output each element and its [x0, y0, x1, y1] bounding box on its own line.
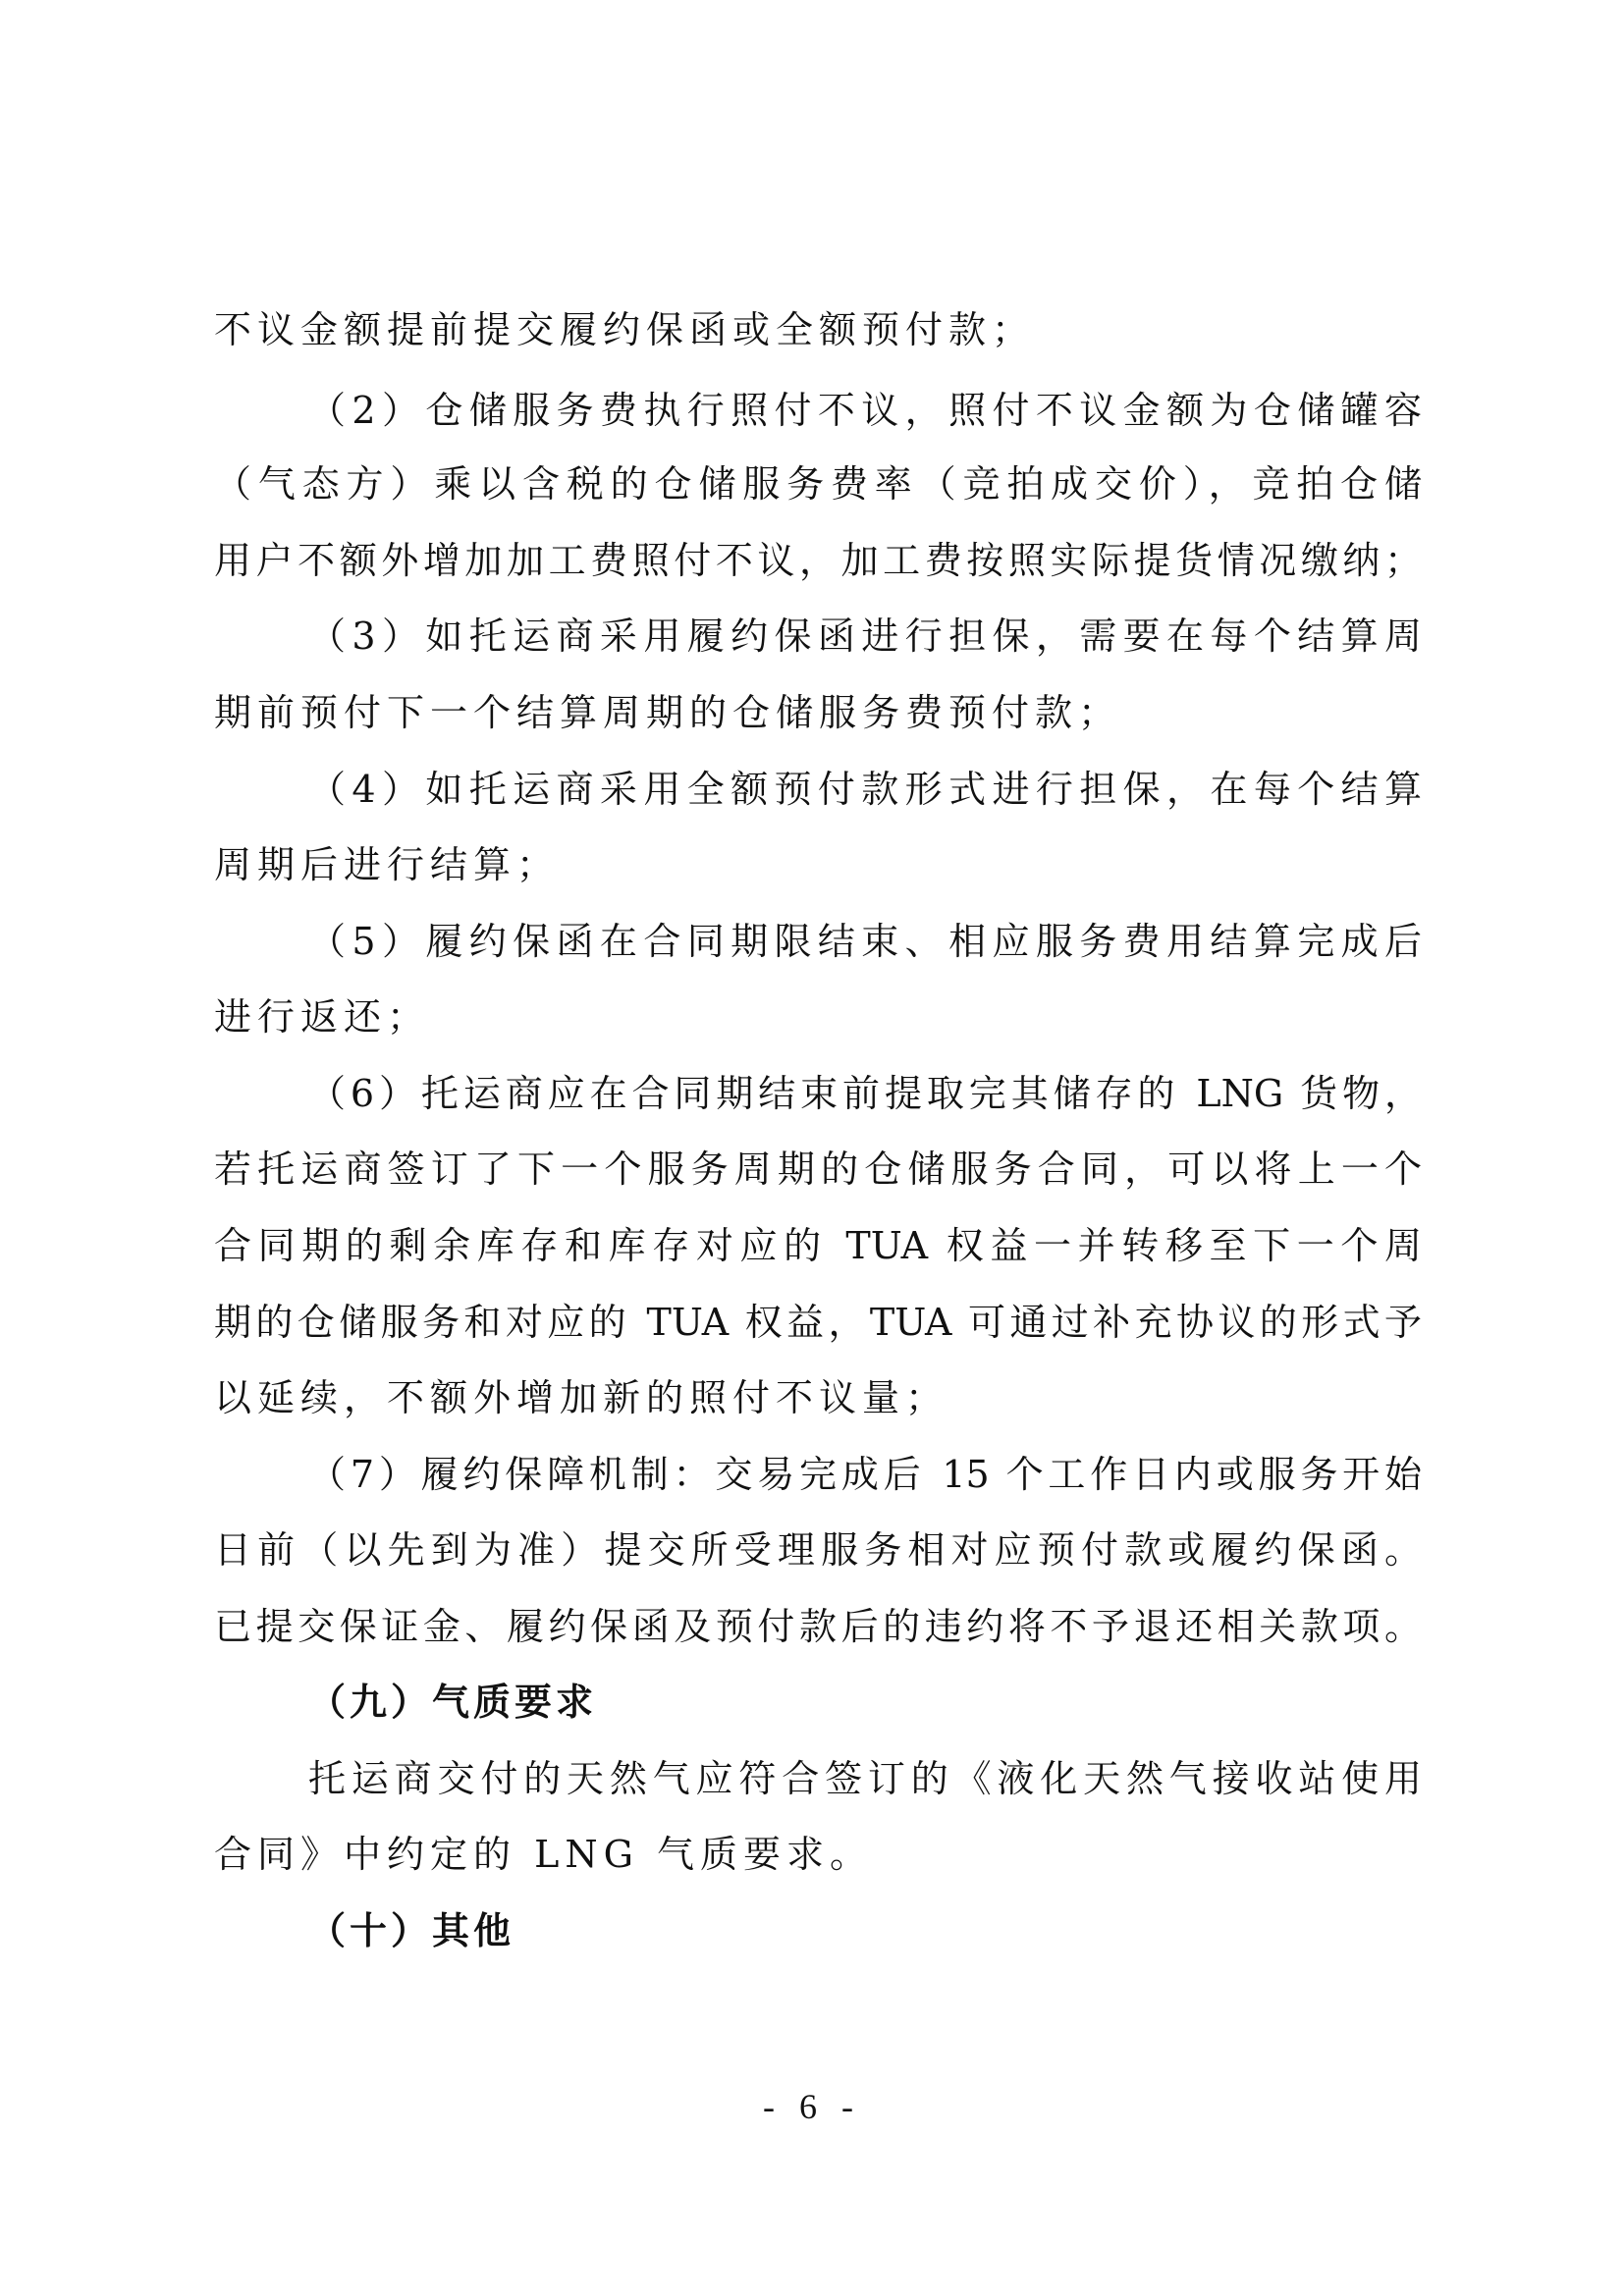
item-4-line-1: （4）如托运商采用全额预付款形式进行担保，在每个结算	[308, 768, 1422, 811]
item-3-line-1: （3）如托运商采用履约保函进行担保，需要在每个结算周	[308, 614, 1422, 658]
item-3-line-2: 期前预付下一个结算周期的仓储服务费预付款；	[214, 691, 1122, 734]
item-7-line-3: 已提交保证金、履约保函及预付款后的违约将不予退还相关款项。	[214, 1605, 1422, 1648]
item-6-line-4: 期的仓储服务和对应的 TUA 权益，TUA 可通过补充协议的形式予	[214, 1301, 1422, 1344]
item-4-line-2: 周期后进行结算；	[214, 843, 561, 886]
item-2-line-1: （2）仓储服务费执行照付不议，照付不议金额为仓储罐容	[308, 389, 1422, 432]
item-2-line-3: 用户不额外增加加工费照付不议，加工费按照实际提货情况缴纳；	[214, 539, 1422, 582]
item-5-line-1: （5）履约保函在合同期限结束、相应服务费用结算完成后	[308, 920, 1422, 963]
item-7-line-2: 日前（以先到为准）提交所受理服务相对应预付款或履约保函。	[214, 1528, 1422, 1572]
item-2-line-2: （气态方）乘以含税的仓储服务费率（竞拍成交价），竞拍仓储	[214, 462, 1422, 506]
item-5-line-2: 进行返还；	[214, 995, 431, 1039]
gas-quality-line-1: 托运商交付的天然气应符合签订的《液化天然气接收站使用	[308, 1757, 1422, 1800]
section-heading-other: （十）其他	[308, 1908, 515, 1952]
section-heading-gas-quality: （九）气质要求	[308, 1680, 598, 1724]
item-6-line-1: （6）托运商应在合同期结束前提取完其储存的 LNG 货物，	[308, 1072, 1422, 1115]
item-7-line-1: （7）履约保障机制：交易完成后 15 个工作日内或服务开始	[308, 1453, 1422, 1496]
item-6-line-5: 以延续，不额外增加新的照付不议量；	[214, 1376, 949, 1419]
page-number: - 6 -	[763, 2087, 861, 2126]
item-6-line-2: 若托运商签订了下一个服务周期的仓储服务合同，可以将上一个	[214, 1148, 1422, 1191]
item-6-line-3: 合同期的剩余库存和库存对应的 TUA 权益一并转移至下一个周	[214, 1224, 1422, 1267]
paragraph-line-continuation: 不议金额提前提交履约保函或全额预付款；	[214, 308, 1036, 351]
gas-quality-line-2: 合同》中约定的 LNG 气质要求。	[214, 1833, 873, 1876]
